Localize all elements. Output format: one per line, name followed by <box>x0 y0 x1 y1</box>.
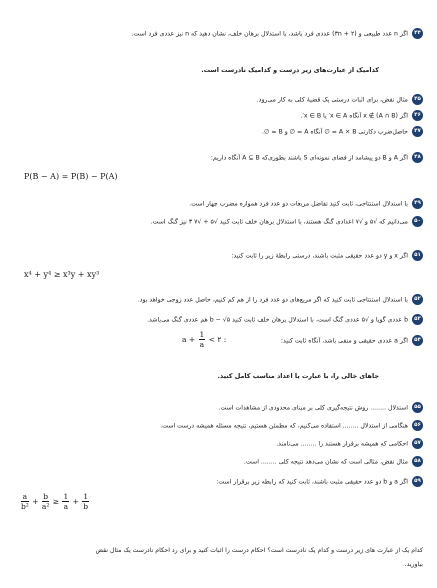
question-text: اگر n عدد طبیعی و (۳n + ۲) عددی فرد باشد، با استدلال برهان خلف، نشان دهید که n نیز عددی فرد است. <box>131 30 408 38</box>
question-59 <box>14 476 423 487</box>
question-47 <box>14 126 423 137</box>
question-text: اگر x ∉ (A ∩ B) آنگاه x ∈ A′ یا x ∈ B′. <box>300 112 408 120</box>
question-text: مثال نقض، برای اثبات درستی یک قضیهٔ کلی به کار می‌رود. <box>256 96 408 104</box>
plus-sign: + <box>72 497 79 506</box>
question-44 <box>14 28 423 39</box>
question-number: ۵۶ <box>412 420 423 431</box>
fraction-numerator: 1 <box>199 330 205 339</box>
question-55 <box>14 402 423 413</box>
question-number: ۴۵ <box>412 94 423 105</box>
fraction-denominator: b <box>83 502 89 511</box>
question-45 <box>14 94 423 105</box>
question-53 <box>14 314 423 325</box>
fraction-numerator: a <box>22 492 28 501</box>
question-text: اگر a عددی حقیقی و منفی باشد، آنگاه ثابت کنید: <box>280 337 408 345</box>
question-text: مثال نقض، مثالی است که نشان می‌دهد نتیجه کلی ........ است. <box>243 458 408 466</box>
formula-48: P(B − A) = P(B) − P(A) <box>24 172 118 181</box>
question-number: ۵۷ <box>412 438 423 449</box>
question-number: ۴۴ <box>412 28 423 39</box>
fraction-denominator: a <box>63 502 69 511</box>
question-text: b عددی گویا و √۵ عددی گنگ است، با استدلال برهان خلف ثابت کنید b − √۵ هم عددی گنگ می‌باشد. <box>147 316 408 324</box>
question-text: با استدلال استنتاجی ثابت کنید که اگر مربع‌های دو عدد فرد را از هم کم کنیم، حاصل عدد زوجی خواهد بود. <box>137 296 408 304</box>
formula-54-fraction <box>199 330 206 349</box>
formula-54-left: a + <box>182 335 196 344</box>
question-number: ۵۸ <box>412 456 423 467</box>
section-header-fill-blanks: جاهای خالی را، با عبارت یا اعداد مناسب کامل کنید. <box>217 372 379 380</box>
fraction-denominator: a <box>199 340 205 349</box>
question-number: ۴۹ <box>412 198 423 209</box>
fraction-denominator: b² <box>21 502 29 511</box>
formula-54-right: < ۲ : <box>208 335 227 344</box>
fraction-a-over-b2 <box>21 492 29 511</box>
question-46 <box>14 110 423 121</box>
question-text: اگر A و B دو پیشامد از فضای نمونه‌ای S باشند بطوری‌که A ⊆ B آنگاه داریم: <box>210 154 408 162</box>
question-number: ۵۱ <box>412 250 423 261</box>
question-number: ۵۵ <box>412 402 423 413</box>
question-text: می‌دانیم که √۵ و √۷ اعدادی گنگ هستند، با استدلال برهان خلف ثابت کنید √۵ + √۷ ۳ نیز گنگ است. <box>150 218 408 226</box>
question-number: ۵۹ <box>412 476 423 487</box>
question-text: با استدلال استنتاجی، ثابت کنید تفاضل مربعات دو عدد فرد همواره مضرب چهار است. <box>189 200 408 208</box>
question-number: ۵۴ <box>412 335 423 346</box>
question-49 <box>14 198 423 209</box>
question-number: ۴۸ <box>412 152 423 163</box>
section-header-true-false: کدامیک از عبارت‌های زیر درست و کدامیک نادرست است. <box>201 66 379 74</box>
question-51 <box>14 250 423 261</box>
question-48 <box>14 152 423 163</box>
question-50 <box>14 216 423 227</box>
question-number: ۴۷ <box>412 126 423 137</box>
formula-59 <box>20 492 90 511</box>
fraction-b-over-a2 <box>42 492 49 511</box>
question-text: اگر x و y دو عدد حقیقی مثبت باشند، درستی رابطهٔ زیر را ثابت کنید: <box>231 252 408 260</box>
closing-instruction-line-2: بیاورید. <box>404 561 423 568</box>
question-text: هنگامی از استدلال ........ استفاده می‌کنیم، که مطمئن هستیم، نتیجه مسئله همیشه درست است. <box>160 422 408 430</box>
question-number: ۵۰ <box>412 216 423 227</box>
fraction-denominator: a² <box>41 502 50 511</box>
question-52 <box>14 294 423 305</box>
question-number: ۵۲ <box>412 294 423 305</box>
formula-51: x⁴ + y⁴ ≥ x³y + xy³ <box>24 270 100 279</box>
geq-sign: ≥ <box>52 497 60 506</box>
question-text: احکامی که همیشه برقرار هستند را ........ می‌نامند. <box>276 440 408 448</box>
question-number: ۴۶ <box>412 110 423 121</box>
question-number: ۵۳ <box>412 314 423 325</box>
fraction-numerator: 1 <box>83 492 89 501</box>
formula-54 <box>182 330 226 349</box>
fraction-numerator: 1 <box>63 492 69 501</box>
question-58 <box>14 456 423 467</box>
plus-sign: + <box>32 497 39 506</box>
question-text: استدلال ........ روش نتیجه‌گیری کلی بر مبنای محدودی از مشاهدات است. <box>218 404 408 412</box>
question-56 <box>14 420 423 431</box>
fraction-1-over-a <box>62 492 69 511</box>
closing-instruction-line-1: کدام یک از عبارت های زیر درست و کدام یک نادرست است؟ احکام درست را اثبات کنید و برای رد احکام نادرست یک مثال نقض <box>95 547 423 554</box>
fraction-1-over-b <box>82 492 89 511</box>
question-57 <box>14 438 423 449</box>
fraction-numerator: b <box>43 492 49 501</box>
question-54 <box>250 335 423 346</box>
question-text: اگر a و b دو عدد حقیقی مثبت باشند، ثابت کنید که رابطه زیر برقرار است: <box>216 478 408 486</box>
question-text: حاصل‌ضرب دکارتی A × B = ∅ آنگاه A = ∅ و B = ∅. <box>262 128 408 136</box>
